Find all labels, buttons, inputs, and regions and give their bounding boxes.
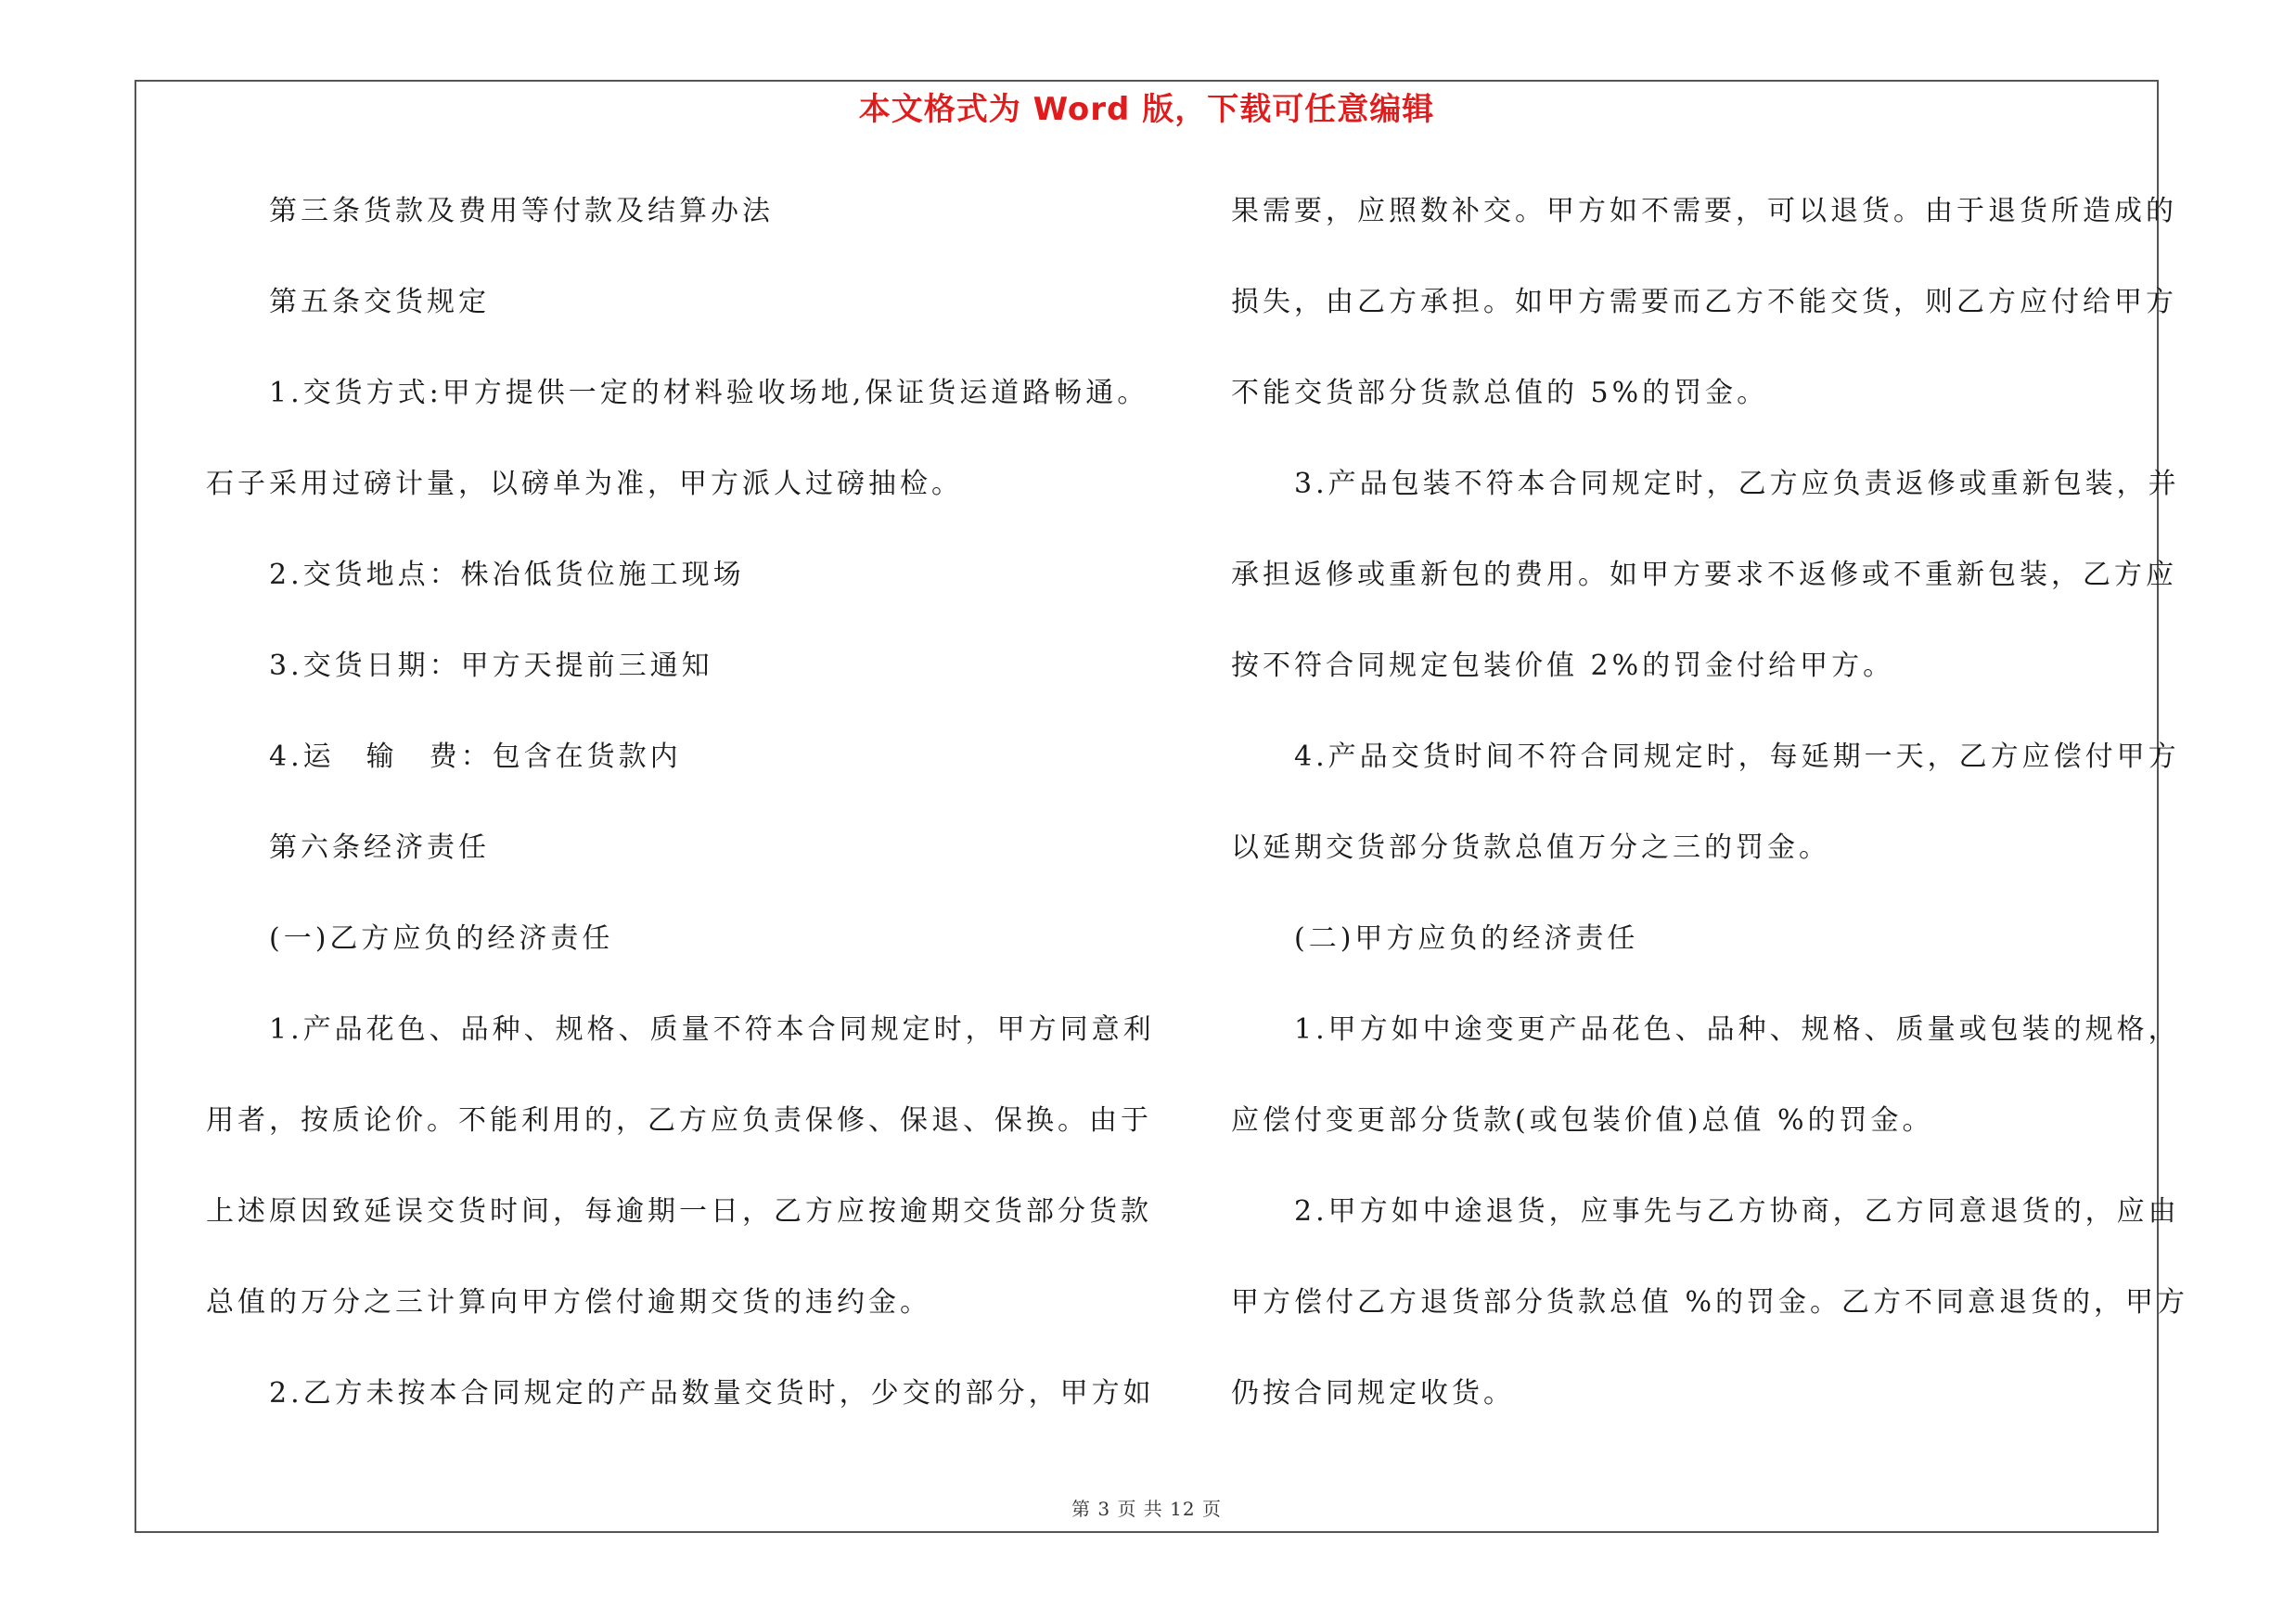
paragraph-line: 1.甲方如中途变更产品花色、品种、规格、质量或包装的规格，: [1294, 1013, 2180, 1046]
paragraph-line: 按不符合同规定包装价值 2%的罚金付给甲方。: [1231, 650, 1895, 682]
page-number: 第 3 页 共 12 页: [1071, 1498, 1222, 1520]
paragraph-line: 4.产品交货时间不符合同规定时，每延期一天，乙方应偿付甲方: [1294, 741, 2180, 773]
paragraph-line: 不能交货部分货款总值的 5%的罚金。: [1231, 377, 1769, 409]
paragraph-line: 用者，按质论价。不能利用的，乙方应负责保修、保退、保换。由于: [206, 1104, 1152, 1137]
paragraph-line: 1.交货方式:甲方提供一定的材料验收场地,保证货运道路畅通。: [269, 377, 1149, 409]
paragraph-line: 甲方偿付乙方退货部分货款总值 %的罚金。乙方不同意退货的，甲方: [1231, 1286, 2189, 1319]
paragraph-line: 3.交货日期：甲方天提前三通知: [269, 650, 713, 682]
paragraph-line: 4.运 输 费：包含在货款内: [269, 741, 682, 773]
paragraph-line: 仍按合同规定收货。: [1231, 1377, 1515, 1410]
paragraph-line: 果需要，应照数补交。甲方如不需要，可以退货。由于退货所造成的: [1231, 195, 2177, 227]
paragraph-line: 2.交货地点：株冶低货位施工现场: [269, 559, 745, 591]
right-text-column: [1231, 184, 2189, 1457]
paragraph-line: 石子采用过磅计量，以磅单为准，甲方派人过磅抽检。: [206, 468, 963, 500]
left-text-column: [206, 184, 1155, 1457]
paragraph-line: 第五条交货规定: [269, 286, 490, 318]
paragraph-line: (一)乙方应负的经济责任: [269, 922, 614, 955]
paragraph-line: 2.甲方如中途退货，应事先与乙方协商，乙方同意退货的，应由: [1294, 1195, 2180, 1228]
paragraph-line: 以延期交货部分货款总值万分之三的罚金。: [1231, 831, 1830, 864]
paragraph-line: 上述原因致延误交货时间，每逾期一日，乙方应按逾期交货部分货款: [206, 1195, 1152, 1228]
paragraph-line: 第六条经济责任: [269, 831, 490, 864]
paragraph-line: 2.乙方未按本合同规定的产品数量交货时，少交的部分，甲方如: [269, 1377, 1155, 1410]
paragraph-line: 1.产品花色、品种、规格、质量不符本合同规定时，甲方同意利: [269, 1013, 1155, 1046]
paragraph-line: 第三条货款及费用等付款及结算办法: [269, 195, 774, 227]
format-banner: 本文格式为 Word 版，下载可任意编辑: [858, 91, 1435, 128]
paragraph-line: 总值的万分之三计算向甲方偿付逾期交货的违约金。: [206, 1286, 931, 1319]
paragraph-line: 承担返修或重新包的费用。如甲方要求不返修或不重新包装，乙方应: [1231, 559, 2177, 591]
paragraph-line: 3.产品包装不符本合同规定时，乙方应负责返修或重新包装，并: [1294, 468, 2180, 500]
paragraph-line: (二)甲方应负的经济责任: [1294, 922, 1639, 955]
paragraph-line: 应偿付变更部分货款(或包装价值)总值 %的罚金。: [1231, 1104, 1934, 1137]
paragraph-line: 损失，由乙方承担。如甲方需要而乙方不能交货，则乙方应付给甲方: [1231, 286, 2177, 318]
